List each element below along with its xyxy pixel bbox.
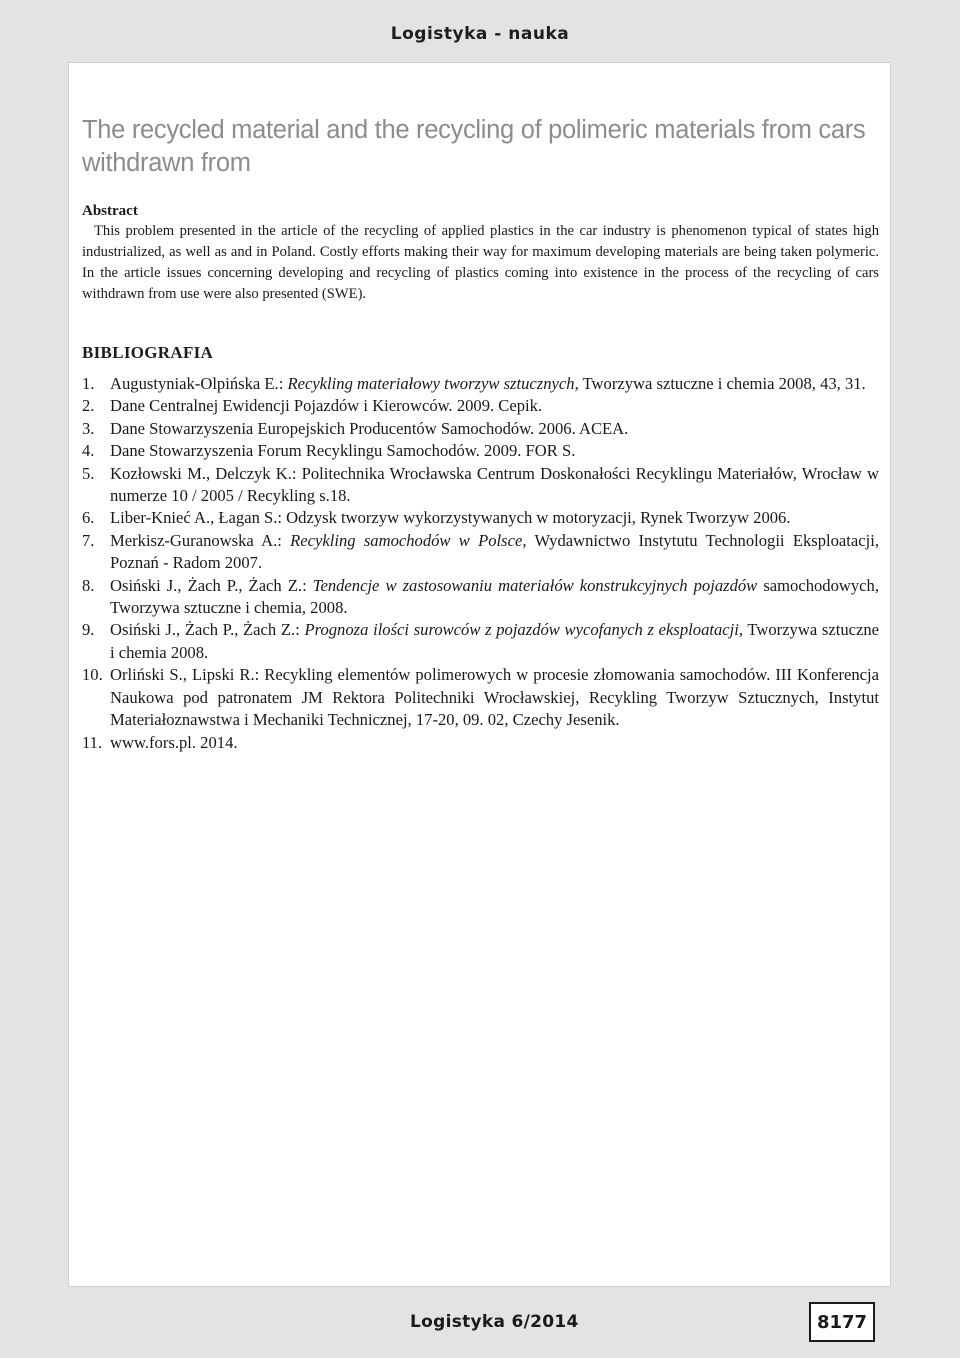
item-authors: Orliński S., Lipski R.: [110, 665, 255, 685]
bibliography-item: [82, 664, 879, 731]
item-number: 8.: [82, 575, 95, 595]
item-rest: , Wydawnictwo Instytutu Technologii Eksploatacji, Poznań - Radom 2007.: [110, 530, 879, 573]
bibliography-list: [82, 373, 879, 754]
item-number: 4.: [82, 441, 95, 461]
item-authors: Augustyniak-Olpińska E.: [110, 374, 279, 393]
bibliography-item: [82, 418, 879, 440]
item-number: 11.: [82, 732, 103, 752]
item-rest: , Tworzywa sztuczne i chemia 2008.: [110, 620, 880, 662]
item-rest: Politechnika Wrocławska Centrum Doskonałości Recyklingu Materiałów, Wrocław w numerze 10 / 2005 / Recykling s.18.: [110, 463, 879, 506]
bibliography-item: [82, 619, 879, 664]
item-rest: , Tworzywa sztuczne i chemia 2008, 43, 31.: [574, 374, 866, 393]
item-number: 10.: [82, 665, 103, 685]
bibliography-item: [82, 373, 879, 395]
item-number: 5.: [82, 463, 95, 483]
abstract-heading: Abstract: [82, 203, 138, 219]
section-header: Logistyka - nauka: [390, 24, 570, 44]
item-rest: Recykling elementów polimerowych w procesie złomowania samochodów. III Konferencja Naukowa pod patronatem JM Rektora Politechniki Wrocławskiej, Recykling Tworzyw Sztucznych, Instytut Materiałoznawstwa i Mechaniki Technicznej, 17-20, 09. 02, Czechy Jesenik.: [110, 665, 879, 730]
item-rest: www.fors.pl. 2014.: [110, 732, 238, 752]
item-separator: :: [278, 374, 288, 393]
item-authors: Osiński J., Żach P., Żach Z.: [110, 620, 296, 640]
bibliography-item: [82, 440, 879, 462]
item-title: Prognoza ilości surowców z pojazdów wycofanych z eksploatacji: [304, 620, 739, 640]
item-number: 2.: [82, 396, 95, 416]
item-separator: :: [291, 463, 302, 483]
item-rest: Odzysk tworzyw wykorzystywanych w motoryzacji, Rynek Tworzyw 2006.: [286, 508, 791, 528]
item-authors: Kozłowski M., Delczyk K.: [110, 463, 292, 483]
article-title: The recycled material and the recycling of polimeric materials from cars withdrawn from: [82, 116, 866, 177]
item-rest: Dane Centralnej Ewidencji Pojazdów i Kierowców. 2009. Cepik.: [110, 396, 543, 416]
footer-magazine: Logistyka 6/2014: [410, 1312, 579, 1332]
item-rest: Dane Stowarzyszenia Europejskich Producentów Samochodów. 2006. ACEA.: [110, 418, 629, 438]
item-authors: Liber-Knieć A., Łagan S.: [110, 508, 278, 528]
item-separator: :: [302, 575, 313, 595]
bibliography-item: [82, 395, 879, 417]
page-number-box: [809, 1302, 875, 1342]
bibliography-heading: BIBLIOGRAFIA: [82, 343, 214, 362]
item-rest: samochodowych, Tworzywa sztuczne i chemia, 2008.: [110, 575, 879, 618]
item-number: 1.: [82, 374, 95, 393]
bibliography-item: [82, 530, 879, 575]
item-title: Recykling samochodów w Polsce: [290, 530, 523, 550]
item-number: 7.: [82, 530, 95, 550]
page-number: 8177: [816, 1311, 868, 1333]
item-number: 9.: [82, 620, 95, 640]
item-title: Tendencje w zastosowaniu materiałów konstrukcyjnych pojazdów: [312, 575, 758, 595]
bibliography-item: [82, 507, 879, 529]
bibliography-item: [82, 732, 879, 754]
item-authors: Osiński J., Żach P., Żach Z.: [110, 575, 303, 595]
abstract-text: This problem presented in the article of the recycling of applied plastics in the car industry is phenomenon typical of states high industrialized, as well as and in Poland. Costly efforts making their way for maximum developing materials are being taken polymeric. In the article issues concerning developing and recycling of plastics coming into existence in the process of the recycling of cars withdrawn from use were also presented (SWE).: [82, 223, 879, 302]
bibliography-item: [82, 463, 879, 508]
item-separator: :: [277, 530, 291, 550]
item-rest: Dane Stowarzyszenia Forum Recyklingu Samochodów. 2009. FOR S.: [110, 441, 576, 461]
item-number: 6.: [82, 508, 95, 528]
item-separator: :: [295, 620, 305, 640]
bibliography-item: [82, 575, 879, 620]
item-title: Recykling materiałowy tworzyw sztucznych: [287, 374, 575, 393]
item-separator: :: [277, 508, 287, 528]
item-separator: :: [254, 665, 265, 685]
item-number: 3.: [82, 418, 95, 438]
item-authors: Merkisz-Guranowska A.: [110, 530, 278, 550]
